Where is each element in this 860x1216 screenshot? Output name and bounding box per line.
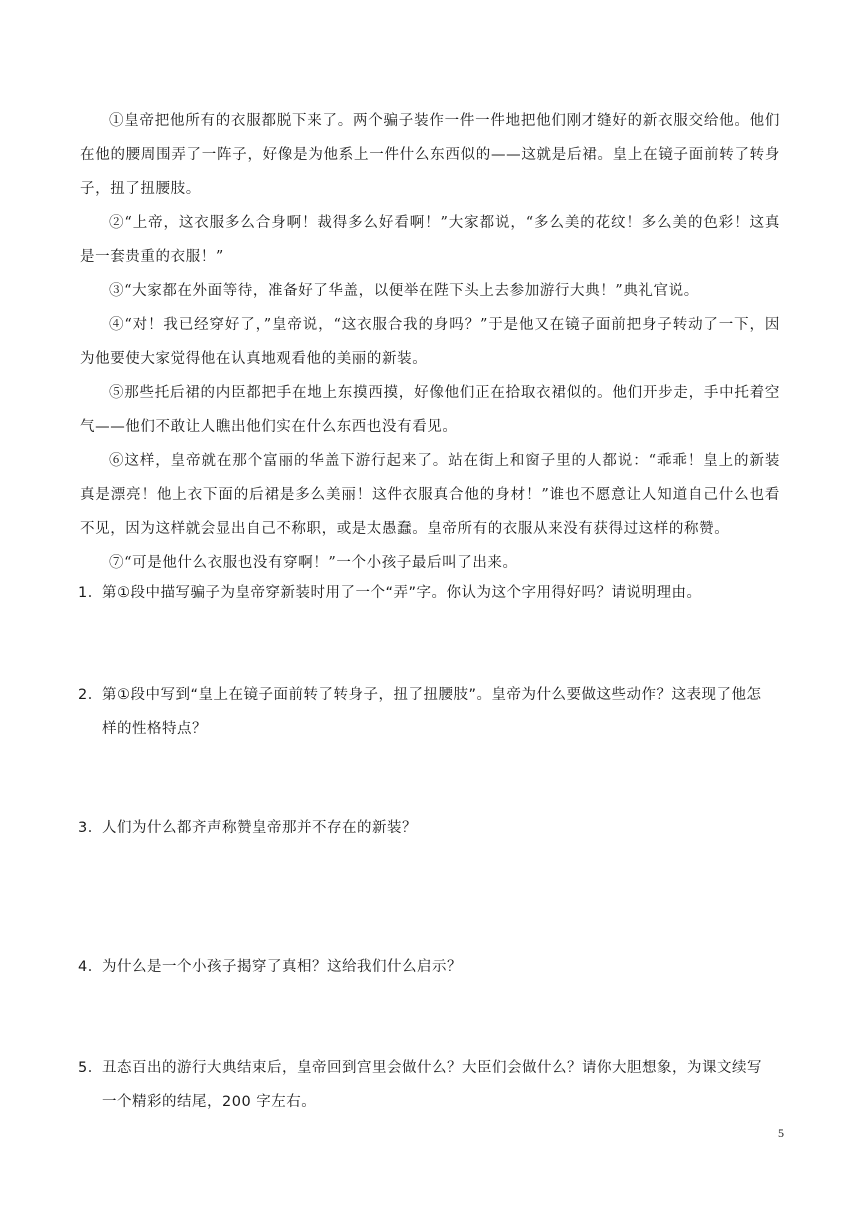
question-number: 5． (78, 1060, 103, 1076)
question-number: 1． (78, 585, 103, 601)
question-2 (78, 678, 780, 746)
paragraph-1: ①皇帝把他所有的衣服都脱下来了。两个骗子装作一件一件地把他们刚才缝好的新衣服交给他。他们在他的腰周围弄了一阵子，好像是为他系上一件什么东西似的——这就是后裙。皇上在镜子面前转了转身子，扭了扭腰肢。 (80, 113, 780, 197)
paragraph-6: ⑥这样，皇帝就在那个富丽的华盖下游行起来了。站在街上和窗子里的人都说：“乖乖！皇上的新装真是漂亮！他上衣下面的后裙是多么美丽！这件衣服真合他的身材！”谁也不愿意让人知道自己什么也看不见，因为这样就会显出自己不称职，或是太愚蠢。皇帝所有的衣服从来没有获得过这样的称赞。 (80, 453, 780, 537)
question-text: 第①段中写到“皇上在镜子面前转了转身子，扭了扭腰肢”。皇帝为什么要做这些动作？这表现了他怎 (102, 687, 762, 703)
paragraph-5: ⑤那些托后裙的内臣都把手在地上东摸西摸，好像他们正在拾取衣裙似的。他们开步走，手中托着空气——他们不敢让人瞧出他们实在什么东西也没有看见。 (80, 385, 780, 435)
question-number: 3． (78, 820, 103, 836)
question-text-continued: 样的性格特点？ (102, 721, 207, 737)
question-3 (78, 811, 780, 845)
question-text: 第①段中描写骗子为皇帝穿新装时用了一个“弄”字。你认为这个字用得好吗？请说明理由。 (102, 585, 702, 601)
paragraph-3: ③“大家都在外面等待，准备好了华盖，以便举在陛下头上去参加游行大典！”典礼官说。 (109, 283, 699, 299)
question-text: 丑态百出的游行大典结束后，皇帝回到宫里会做什么？大臣们会做什么？请你大胆想象，为课文续写 (102, 1060, 762, 1076)
question-text-continued: 一个精彩的结尾，200 字左右。 (102, 1094, 317, 1110)
question-text: 为什么是一个小孩子揭穿了真相？这给我们什么启示？ (102, 959, 462, 975)
question-text: 人们为什么都齐声称赞皇帝那并不存在的新装？ (102, 820, 417, 836)
question-5 (78, 1051, 780, 1119)
paragraph-7: ⑦“可是他什么衣服也没有穿啊！”一个小孩子最后叫了出来。 (109, 555, 518, 571)
question-number: 2． (78, 687, 103, 703)
paragraph-2: ②“上帝，这衣服多么合身啊！裁得多么好看啊！”大家都说，“多么美的花纹！多么美的色彩！这真是一套贵重的衣服！” (80, 215, 780, 265)
question-1 (78, 576, 780, 610)
question-4 (78, 950, 780, 984)
page-number: 5 (778, 1126, 784, 1140)
question-number: 4． (78, 959, 103, 975)
paragraph-4: ④“对！我已经穿好了，”皇帝说，“这衣服合我的身吗？”于是他又在镜子面前把身子转动了一下，因为他要使大家觉得他在认真地观看他的美丽的新装。 (80, 317, 780, 367)
story-passage (80, 104, 780, 580)
